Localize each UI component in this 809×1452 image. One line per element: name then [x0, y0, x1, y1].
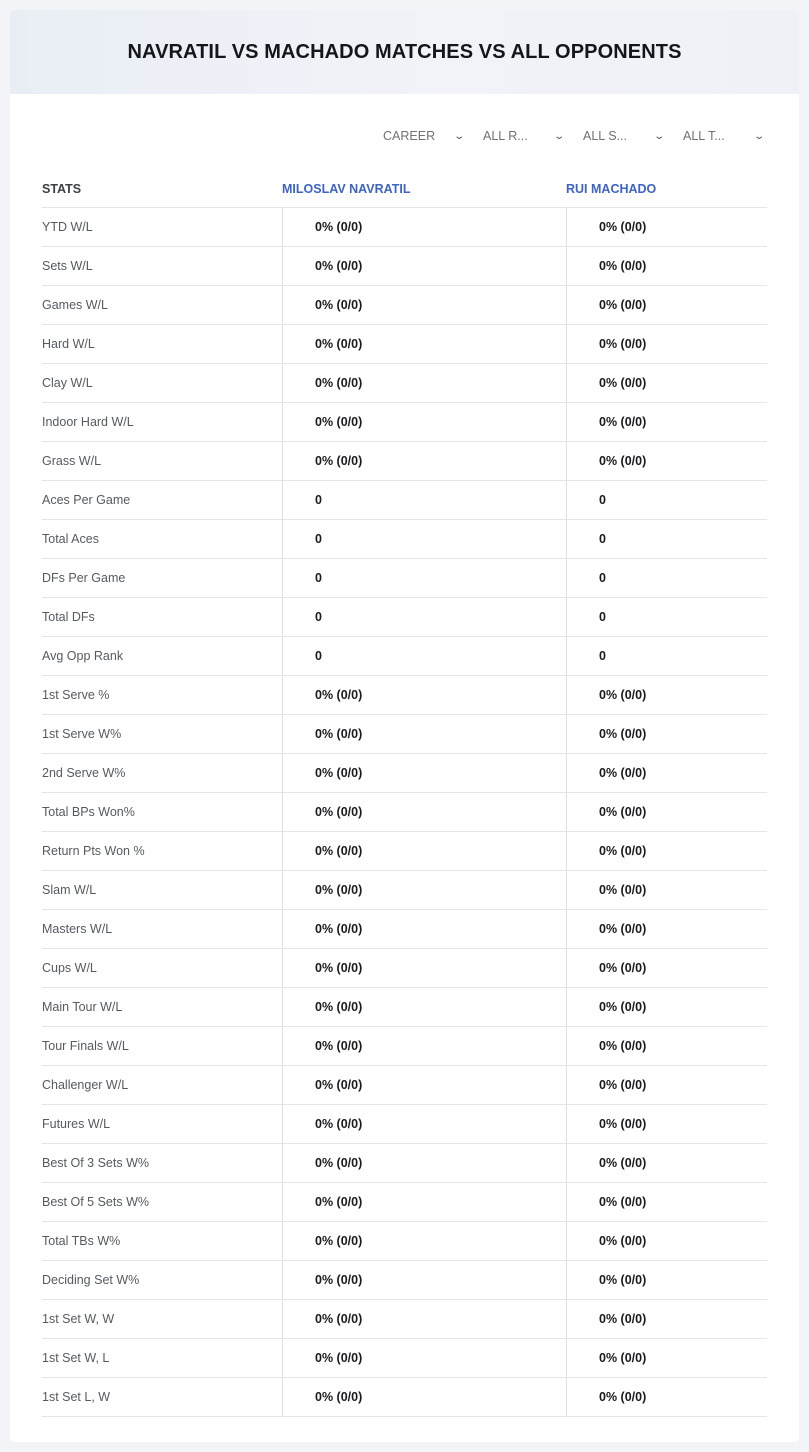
player1-value: 0% (0/0): [282, 1261, 566, 1299]
player1-value: 0% (0/0): [282, 1339, 566, 1377]
player2-value: 0: [566, 637, 767, 675]
player1-value: 0: [282, 481, 566, 519]
player2-value: 0% (0/0): [566, 1378, 767, 1416]
player1-value: 0: [282, 559, 566, 597]
stat-label: Futures W/L: [42, 1117, 111, 1131]
table-row: [42, 1105, 767, 1144]
stat-label: Total TBs W%: [42, 1234, 121, 1248]
player1-value: 0% (0/0): [282, 1144, 566, 1182]
round-filter-dropdown[interactable]: [465, 126, 565, 146]
player2-value: 0% (0/0): [566, 247, 767, 285]
table-row: [42, 1183, 767, 1222]
chevron-down-icon: ⌄: [552, 130, 565, 142]
stat-label: Avg Opp Rank: [42, 649, 124, 663]
table-row: [42, 793, 767, 832]
player1-value: 0% (0/0): [282, 1378, 566, 1416]
stat-label: 1st Serve %: [42, 688, 110, 702]
stat-label: Masters W/L: [42, 922, 113, 936]
stat-label: Grass W/L: [42, 454, 102, 468]
player2-value: 0% (0/0): [566, 988, 767, 1026]
player1-value: 0% (0/0): [282, 1222, 566, 1260]
table-row: [42, 325, 767, 364]
tournament-filter-dropdown[interactable]: [665, 126, 765, 146]
player1-value: 0% (0/0): [282, 676, 566, 714]
page-title: NAVRATIL VS MACHADO MATCHES VS ALL OPPONENTS: [127, 40, 682, 63]
stats-column-header: STATS: [42, 181, 82, 196]
player2-value: 0% (0/0): [566, 793, 767, 831]
player2-value: 0% (0/0): [566, 1261, 767, 1299]
player1-value: 0% (0/0): [282, 364, 566, 402]
player1-value: 0: [282, 598, 566, 636]
surface-filter-label: ALL S...: [583, 129, 628, 143]
stats-card: [10, 10, 799, 1442]
stats-table: [42, 170, 767, 1417]
player2-value: 0% (0/0): [566, 871, 767, 909]
table-row: [42, 598, 767, 637]
player2-value: 0% (0/0): [566, 1105, 767, 1143]
chevron-down-icon: ⌄: [652, 130, 665, 142]
player1-value: 0% (0/0): [282, 1027, 566, 1065]
stat-label: Hard W/L: [42, 337, 95, 351]
stat-label: 1st Serve W%: [42, 727, 122, 741]
player1-value: 0% (0/0): [282, 988, 566, 1026]
player1-value: 0% (0/0): [282, 910, 566, 948]
player2-value: 0% (0/0): [566, 286, 767, 324]
player1-value: 0% (0/0): [282, 286, 566, 324]
player2-value: 0% (0/0): [566, 442, 767, 480]
player2-value: 0: [566, 559, 767, 597]
filter-bar: [365, 126, 765, 146]
table-body: [42, 208, 767, 1417]
table-row: [42, 676, 767, 715]
stat-label: Clay W/L: [42, 376, 93, 390]
player2-value: 0% (0/0): [566, 1144, 767, 1182]
player1-value: 0% (0/0): [282, 871, 566, 909]
stat-label: Aces Per Game: [42, 493, 131, 507]
player2-value: 0% (0/0): [566, 1339, 767, 1377]
stat-label: Slam W/L: [42, 883, 97, 897]
player1-value: 0% (0/0): [282, 325, 566, 363]
round-filter-label: ALL R...: [483, 129, 528, 143]
player1-value: 0% (0/0): [282, 1105, 566, 1143]
table-row: [42, 247, 767, 286]
stat-label: Tour Finals W/L: [42, 1039, 129, 1053]
player1-value: 0% (0/0): [282, 949, 566, 987]
player1-value: 0% (0/0): [282, 403, 566, 441]
table-row: [42, 286, 767, 325]
stat-label: Indoor Hard W/L: [42, 415, 134, 429]
table-row: [42, 871, 767, 910]
table-row: [42, 520, 767, 559]
stat-label: Best Of 5 Sets W%: [42, 1195, 149, 1209]
player2-value: 0% (0/0): [566, 1222, 767, 1260]
player1-value: 0% (0/0): [282, 442, 566, 480]
player2-value: 0% (0/0): [566, 949, 767, 987]
table-row: [42, 910, 767, 949]
stat-label: Return Pts Won %: [42, 844, 145, 858]
stat-label: DFs Per Game: [42, 571, 126, 585]
player2-value: 0% (0/0): [566, 364, 767, 402]
stat-label: 1st Set W, L: [42, 1351, 110, 1365]
player2-value: 0% (0/0): [566, 1027, 767, 1065]
stat-label: 2nd Serve W%: [42, 766, 126, 780]
chevron-down-icon: ⌄: [752, 130, 765, 142]
table-row: [42, 1300, 767, 1339]
table-row: [42, 1222, 767, 1261]
table-row: [42, 1066, 767, 1105]
table-row: [42, 949, 767, 988]
stat-label: Total Aces: [42, 532, 99, 546]
player2-value: 0% (0/0): [566, 754, 767, 792]
card-header: [10, 10, 799, 94]
table-row: [42, 364, 767, 403]
stat-label: 1st Set L, W: [42, 1390, 111, 1404]
table-row: [42, 481, 767, 520]
player2-value: 0% (0/0): [566, 208, 767, 246]
stat-label: Total BPs Won%: [42, 805, 135, 819]
player2-value: 0% (0/0): [566, 1300, 767, 1338]
player2-value: 0: [566, 598, 767, 636]
table-row: [42, 1027, 767, 1066]
player2-value: 0% (0/0): [566, 910, 767, 948]
player1-link[interactable]: MILOSLAV NAVRATIL: [282, 181, 411, 196]
stat-label: Total DFs: [42, 610, 95, 624]
player1-value: 0% (0/0): [282, 1183, 566, 1221]
table-row: [42, 637, 767, 676]
player2-link[interactable]: RUI MACHADO: [566, 181, 657, 196]
table-row: [42, 1339, 767, 1378]
stat-label: Cups W/L: [42, 961, 97, 975]
player1-value: 0: [282, 637, 566, 675]
player1-value: 0% (0/0): [282, 1066, 566, 1104]
stat-label: Sets W/L: [42, 259, 93, 273]
player2-value: 0% (0/0): [566, 325, 767, 363]
player1-value: 0% (0/0): [282, 715, 566, 753]
player1-value: 0% (0/0): [282, 832, 566, 870]
player1-value: 0% (0/0): [282, 754, 566, 792]
table-row: [42, 715, 767, 754]
player2-value: 0% (0/0): [566, 403, 767, 441]
player1-value: 0% (0/0): [282, 208, 566, 246]
player1-value: 0% (0/0): [282, 793, 566, 831]
table-row: [42, 1378, 767, 1417]
player2-value: 0% (0/0): [566, 676, 767, 714]
player2-value: 0% (0/0): [566, 832, 767, 870]
player2-value: 0% (0/0): [566, 715, 767, 753]
table-row: [42, 559, 767, 598]
period-filter-dropdown[interactable]: [365, 126, 465, 146]
table-row: [42, 832, 767, 871]
table-row: [42, 442, 767, 481]
player1-value: 0% (0/0): [282, 247, 566, 285]
table-row: [42, 208, 767, 247]
stat-label: 1st Set W, W: [42, 1312, 115, 1326]
player2-value: 0% (0/0): [566, 1183, 767, 1221]
stat-label: Main Tour W/L: [42, 1000, 123, 1014]
surface-filter-dropdown[interactable]: [565, 126, 665, 146]
table-row: [42, 1144, 767, 1183]
table-row: [42, 403, 767, 442]
chevron-down-icon: ⌄: [452, 130, 465, 142]
player2-value: 0: [566, 481, 767, 519]
table-row: [42, 1261, 767, 1300]
tournament-filter-label: ALL T...: [683, 129, 725, 143]
player2-value: 0% (0/0): [566, 1066, 767, 1104]
stat-label: Challenger W/L: [42, 1078, 129, 1092]
stat-label: Best Of 3 Sets W%: [42, 1156, 149, 1170]
stat-label: YTD W/L: [42, 220, 93, 234]
period-filter-label: CAREER: [383, 129, 436, 143]
table-row: [42, 988, 767, 1027]
stat-label: Deciding Set W%: [42, 1273, 140, 1287]
player2-value: 0: [566, 520, 767, 558]
table-row: [42, 754, 767, 793]
table-header: [42, 170, 767, 208]
stat-label: Games W/L: [42, 298, 108, 312]
player1-value: 0% (0/0): [282, 1300, 566, 1338]
player1-value: 0: [282, 520, 566, 558]
